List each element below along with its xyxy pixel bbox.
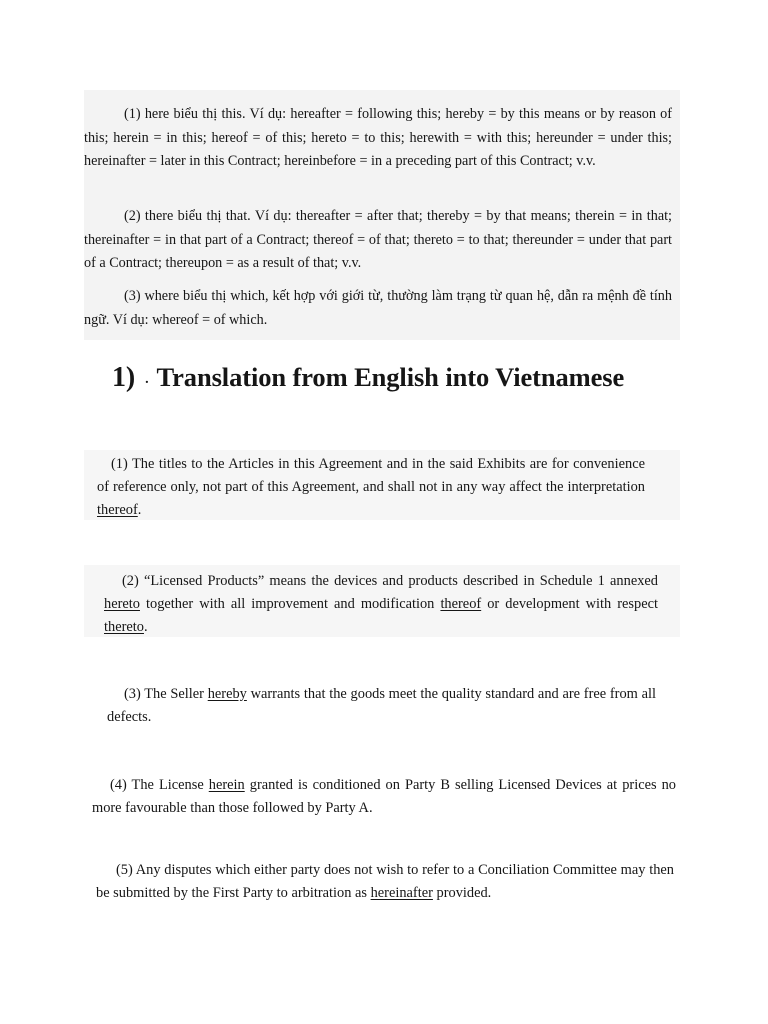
example-1-term: thereof [97,502,138,518]
example-5 [96,859,674,905]
example-2-text-after: . [143,619,148,635]
example-5-term: hereinafter [370,885,433,901]
example-4-text-after: granted is conditioned on Party B selling Licensed Devices at prices no more favourable than those followed by Party A. [92,777,676,816]
example-2-text-middle-2: or development with respect [481,596,659,612]
example-2 [104,570,658,639]
example-5-text-after: provided. [432,885,492,901]
example-2-text-before: (2) “Licensed Products” means the devices and products described in Schedule 1 annexed [122,573,658,589]
example-3-text-before: (3) The Seller [124,686,208,702]
example-2-term-2: thereof [440,596,482,612]
intro-paragraph-here-text: (1) here biểu thị this. Ví dụ: hereafter = following this; hereby = by this means or by reason of this; herein = in this; hereof = of this; hereto = to this; herewith = with this; hereunder = under this; hereinafter = later in this Contract; hereinbefore = in a preceding part of this Contract; v.v. [84,106,672,169]
section-dot: . [145,371,149,387]
example-4 [92,774,676,820]
example-2-term-1: hereto [104,596,140,612]
intro-paragraph-where-text: (3) where biểu thị which, kết hợp với giới từ, thường làm trạng từ quan hệ, dẫn ra mệnh đề tính ngữ. Ví dụ: whereof = of which. [84,288,672,328]
example-3-term: hereby [207,686,247,702]
intro-paragraph-there-text: (2) there biểu thị that. Ví dụ: thereafter = after that; thereby = by that means; therein = in that; thereinafter = in that part of a Contract; thereof = of that; thereto = to that; thereunder = under that part of a Contract; thereupon = as a result of that; v.v. [84,208,672,271]
example-1-text-after: . [137,502,142,518]
example-1 [97,453,645,522]
example-3 [107,683,656,729]
example-5-text-before: (5) Any disputes which either party does not wish to refer to a Conciliation Committee may then be submitted by the First Party to arbitration as [96,862,674,901]
intro-paragraph-where [84,285,672,332]
intro-paragraph-there [84,205,672,276]
example-2-text-middle: together with all improvement and modification [139,596,441,612]
section-heading [112,362,624,394]
example-3-text-after: warrants that the goods meet the quality standard and are free from all defects. [107,686,656,725]
example-4-term: herein [208,777,245,793]
example-4-text-before: (4) The License [110,777,209,793]
section-number: 1) [112,362,136,393]
example-2-term-3: thereto [104,619,144,635]
section-title: Translation from English into Vietnamese [156,362,625,392]
example-1-text-before: (1) The titles to the Articles in this Agreement and in the said Exhibits are for convenience of reference only, not part of this Agreement, and shall not in any way affect the interpretation [97,456,645,495]
intro-paragraph-here [84,103,672,174]
